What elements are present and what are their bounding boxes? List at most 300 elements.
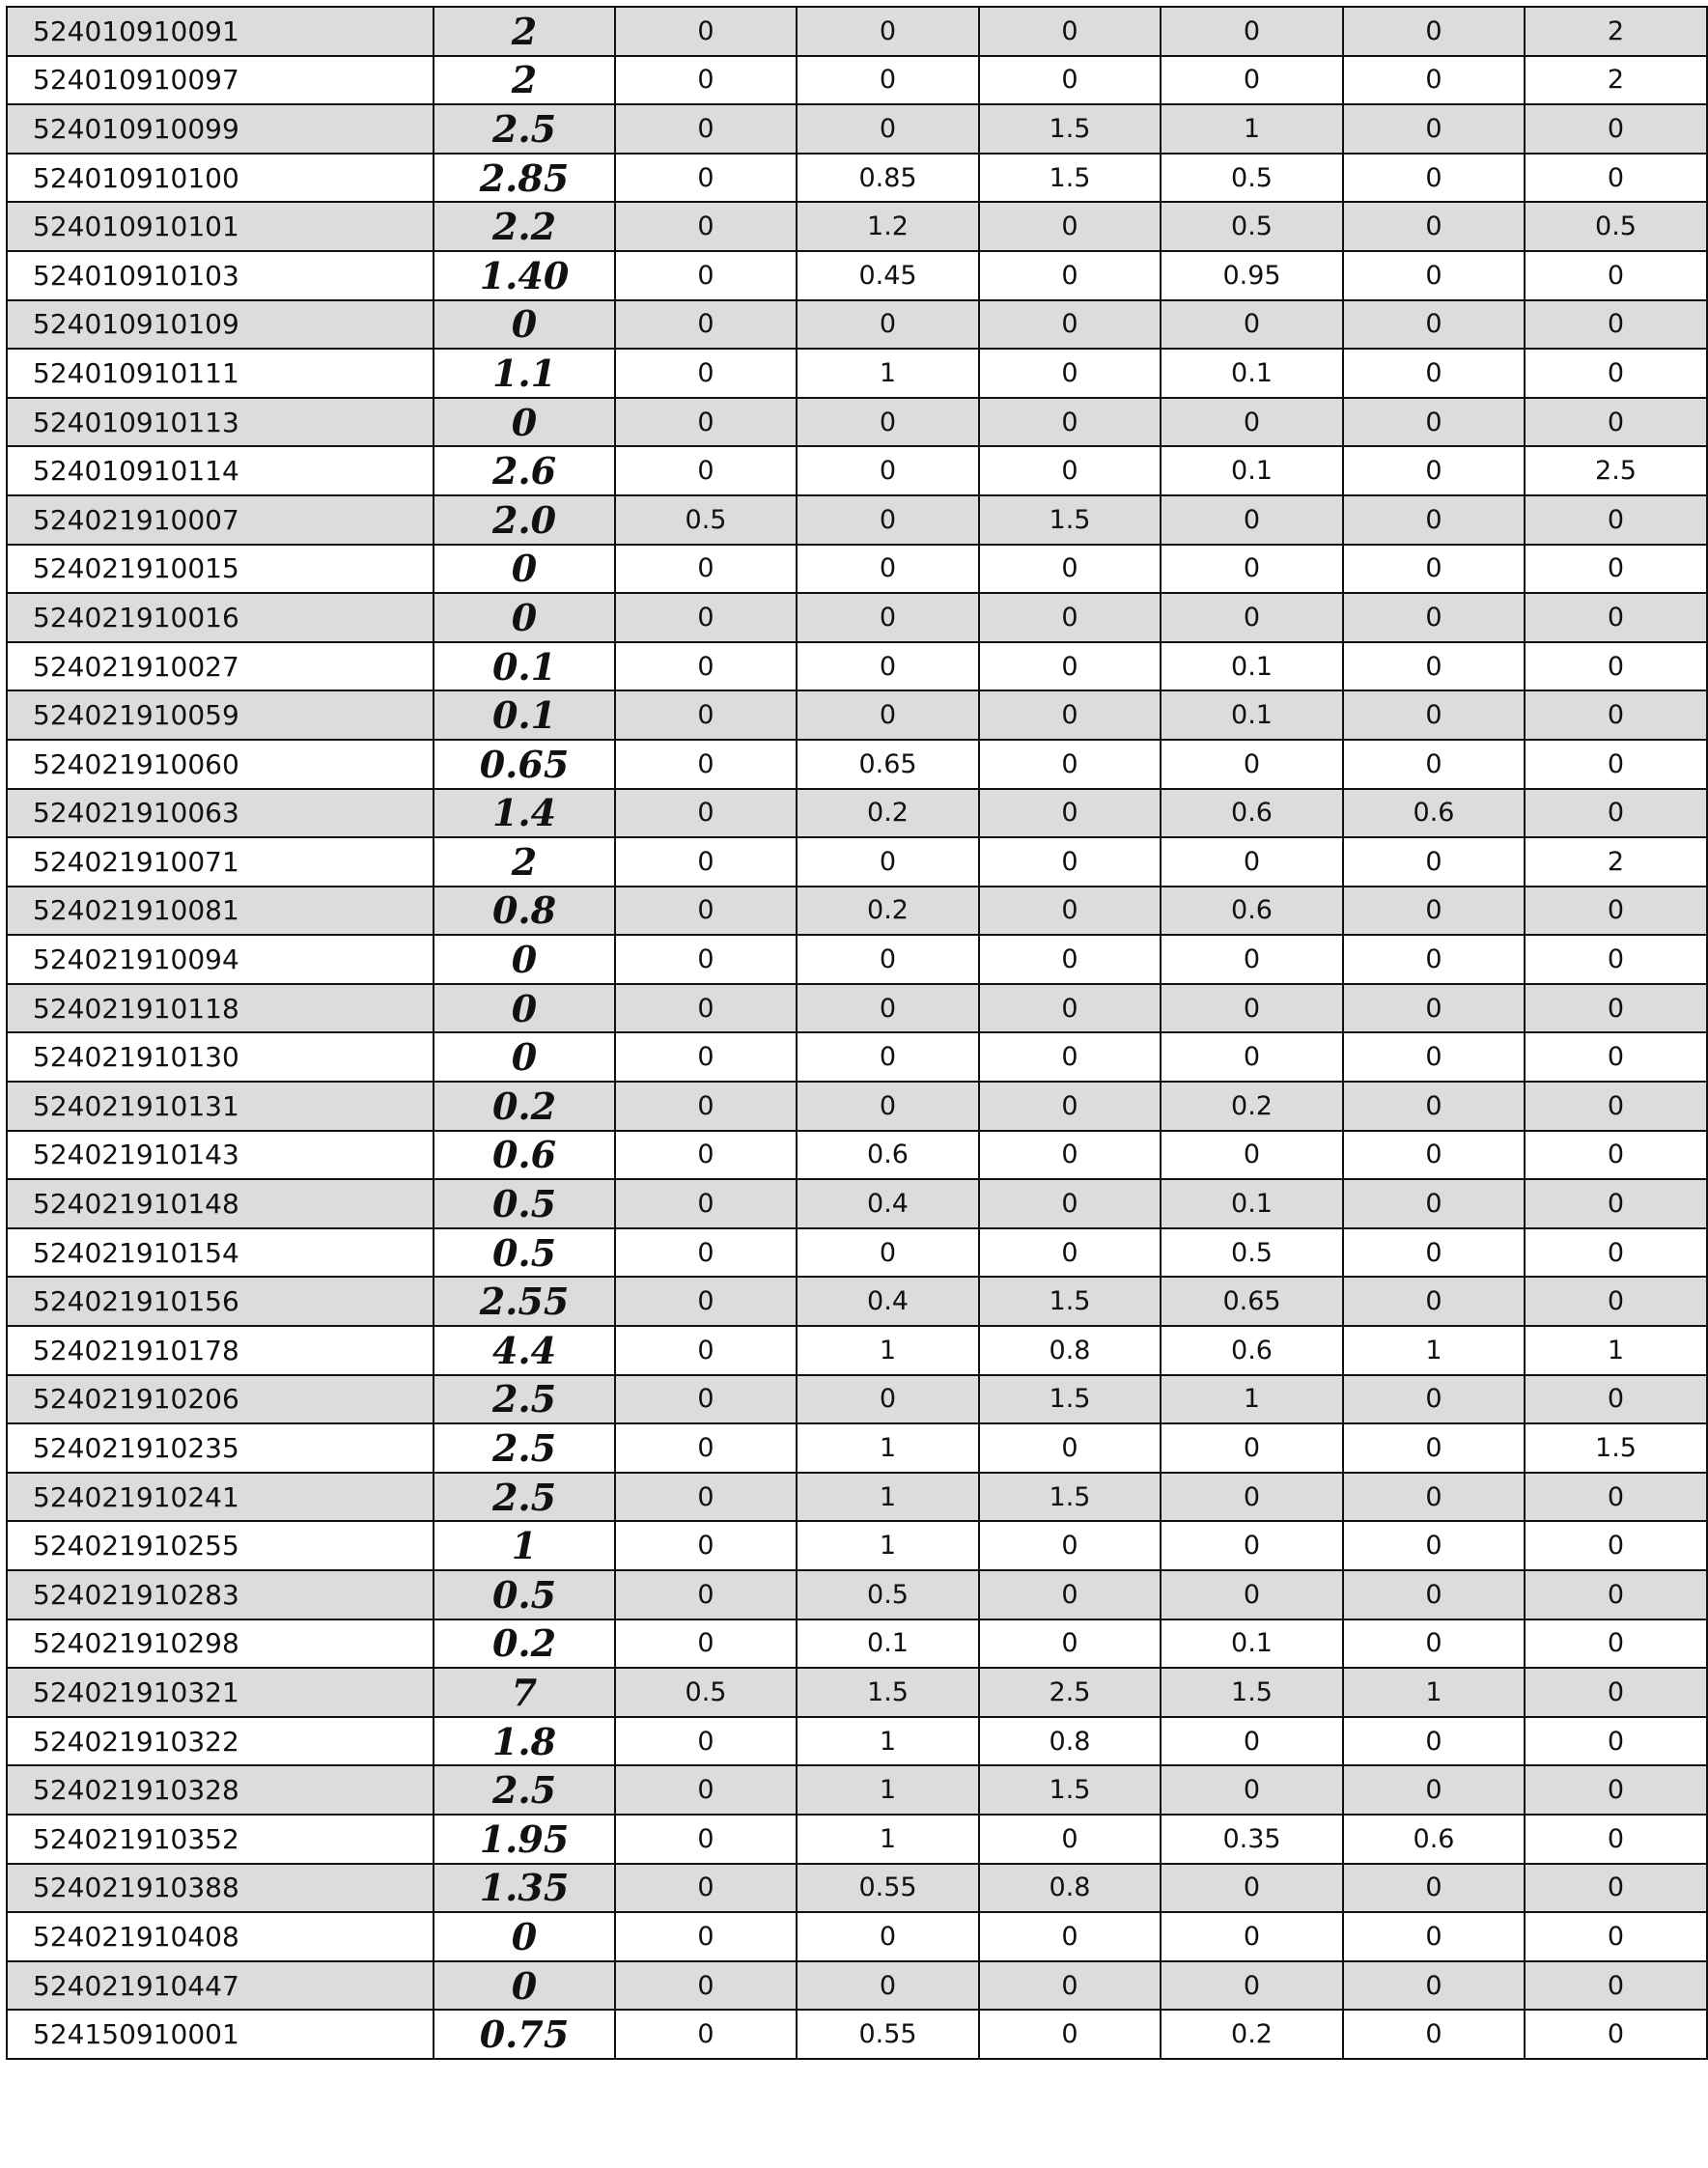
score-cell-2: 0 bbox=[797, 104, 979, 154]
score-cell-3: 1.5 bbox=[979, 104, 1161, 154]
total-score-cell: 7 bbox=[434, 1668, 615, 1717]
score-cell-2: 0 bbox=[797, 642, 979, 691]
score-cell-2: 0 bbox=[797, 545, 979, 594]
student-id-cell: 524021910148 bbox=[7, 1179, 434, 1228]
score-cell-5: 0 bbox=[1343, 7, 1525, 56]
score-cell-2: 0 bbox=[797, 1032, 979, 1082]
total-score-cell: 1 bbox=[434, 1521, 615, 1570]
table-row bbox=[7, 1326, 1707, 1375]
table-row bbox=[7, 1375, 1707, 1424]
table-row bbox=[7, 1032, 1707, 1082]
table-row bbox=[7, 1961, 1707, 2011]
score-cell-1: 0.5 bbox=[615, 1668, 797, 1717]
student-id-cell: 524021910322 bbox=[7, 1717, 434, 1766]
total-score-cell: 1.4 bbox=[434, 789, 615, 838]
student-id-cell: 524021910388 bbox=[7, 1864, 434, 1913]
score-cell-5: 0 bbox=[1343, 1179, 1525, 1228]
total-score-cell: 2.5 bbox=[434, 1765, 615, 1815]
score-cell-4: 0.1 bbox=[1161, 349, 1343, 398]
score-cell-5: 0 bbox=[1343, 202, 1525, 251]
score-cell-6: 0 bbox=[1525, 690, 1707, 740]
table-row bbox=[7, 1473, 1707, 1522]
score-cell-2: 0.2 bbox=[797, 789, 979, 838]
score-cell-4: 0 bbox=[1161, 1864, 1343, 1913]
score-cell-3: 0 bbox=[979, 984, 1161, 1033]
score-cell-1: 0 bbox=[615, 1864, 797, 1913]
score-cell-1: 0 bbox=[615, 1473, 797, 1522]
table-row bbox=[7, 7, 1707, 56]
score-cell-2: 0.55 bbox=[797, 1864, 979, 1913]
total-score-cell: 2.2 bbox=[434, 202, 615, 251]
table-row bbox=[7, 642, 1707, 691]
score-cell-1: 0 bbox=[615, 593, 797, 642]
score-cell-1: 0 bbox=[615, 1717, 797, 1766]
score-cell-2: 0 bbox=[797, 1961, 979, 2011]
score-cell-2: 1 bbox=[797, 1423, 979, 1473]
score-cell-5: 0 bbox=[1343, 1032, 1525, 1082]
score-cell-3: 0 bbox=[979, 349, 1161, 398]
student-id-cell: 524021910016 bbox=[7, 593, 434, 642]
student-id-cell: 524021910081 bbox=[7, 887, 434, 936]
student-id-cell: 524010910103 bbox=[7, 251, 434, 300]
score-cell-6: 0 bbox=[1525, 1131, 1707, 1180]
score-cell-6: 0 bbox=[1525, 1082, 1707, 1131]
score-cell-1: 0 bbox=[615, 1423, 797, 1473]
student-id-cell: 524021910328 bbox=[7, 1765, 434, 1815]
total-score-cell: 0 bbox=[434, 1032, 615, 1082]
score-cell-4: 0 bbox=[1161, 740, 1343, 789]
score-cell-3: 0 bbox=[979, 251, 1161, 300]
student-id-cell: 524021910235 bbox=[7, 1423, 434, 1473]
student-id-cell: 524010910111 bbox=[7, 349, 434, 398]
table-row bbox=[7, 935, 1707, 984]
total-score-cell: 2 bbox=[434, 837, 615, 887]
score-cell-6: 0 bbox=[1525, 300, 1707, 350]
score-cell-5: 0 bbox=[1343, 690, 1525, 740]
score-cell-3: 0 bbox=[979, 446, 1161, 495]
score-cell-5: 0 bbox=[1343, 984, 1525, 1033]
total-score-cell: 2.5 bbox=[434, 1473, 615, 1522]
score-cell-3: 1.5 bbox=[979, 1277, 1161, 1326]
total-score-cell: 2 bbox=[434, 56, 615, 105]
score-cell-2: 0 bbox=[797, 1082, 979, 1131]
score-cell-5: 0 bbox=[1343, 1277, 1525, 1326]
score-cell-4: 0 bbox=[1161, 837, 1343, 887]
score-cell-4: 0.1 bbox=[1161, 1619, 1343, 1669]
score-cell-6: 0 bbox=[1525, 398, 1707, 447]
score-cell-6: 0.5 bbox=[1525, 202, 1707, 251]
table-row bbox=[7, 690, 1707, 740]
table-row bbox=[7, 398, 1707, 447]
score-cell-4: 1 bbox=[1161, 1375, 1343, 1424]
score-cell-5: 0 bbox=[1343, 2010, 1525, 2059]
score-cell-3: 0 bbox=[979, 1228, 1161, 1278]
score-cell-4: 0 bbox=[1161, 1032, 1343, 1082]
score-cell-4: 0.65 bbox=[1161, 1277, 1343, 1326]
score-cell-6: 0 bbox=[1525, 1570, 1707, 1619]
score-cell-1: 0 bbox=[615, 690, 797, 740]
table-row bbox=[7, 1765, 1707, 1815]
table-row bbox=[7, 1864, 1707, 1913]
student-id-cell: 524021910071 bbox=[7, 837, 434, 887]
score-cell-4: 0 bbox=[1161, 935, 1343, 984]
score-cell-3: 0 bbox=[979, 300, 1161, 350]
score-cell-3: 0 bbox=[979, 1521, 1161, 1570]
score-cell-1: 0 bbox=[615, 154, 797, 203]
score-cell-4: 0.5 bbox=[1161, 202, 1343, 251]
score-cell-5: 0 bbox=[1343, 104, 1525, 154]
score-cell-6: 0 bbox=[1525, 1179, 1707, 1228]
score-cell-4: 0 bbox=[1161, 593, 1343, 642]
score-cell-3: 0 bbox=[979, 593, 1161, 642]
table-row bbox=[7, 349, 1707, 398]
table-row bbox=[7, 154, 1707, 203]
score-cell-3: 0 bbox=[979, 1961, 1161, 2011]
score-cell-6: 0 bbox=[1525, 789, 1707, 838]
student-id-cell: 524021910156 bbox=[7, 1277, 434, 1326]
score-cell-5: 0 bbox=[1343, 1423, 1525, 1473]
table-row bbox=[7, 56, 1707, 105]
score-cell-6: 0 bbox=[1525, 1668, 1707, 1717]
student-id-cell: 524021910206 bbox=[7, 1375, 434, 1424]
score-cell-6: 0 bbox=[1525, 1815, 1707, 1864]
score-cell-1: 0 bbox=[615, 398, 797, 447]
student-id-cell: 524010910109 bbox=[7, 300, 434, 350]
score-cell-4: 0.5 bbox=[1161, 154, 1343, 203]
table-row bbox=[7, 1717, 1707, 1766]
score-cell-6: 0 bbox=[1525, 1277, 1707, 1326]
score-cell-3: 0 bbox=[979, 1131, 1161, 1180]
table-row bbox=[7, 837, 1707, 887]
student-id-cell: 524021910131 bbox=[7, 1082, 434, 1131]
score-sheet bbox=[6, 6, 1637, 2060]
student-id-cell: 524021910060 bbox=[7, 740, 434, 789]
score-cell-1: 0 bbox=[615, 1521, 797, 1570]
score-cell-4: 0.95 bbox=[1161, 251, 1343, 300]
score-cell-4: 0 bbox=[1161, 1131, 1343, 1180]
score-cell-2: 0.4 bbox=[797, 1179, 979, 1228]
student-id-cell: 524021910007 bbox=[7, 495, 434, 545]
total-score-cell: 0 bbox=[434, 1961, 615, 2011]
score-cell-3: 1.5 bbox=[979, 154, 1161, 203]
score-cell-5: 0 bbox=[1343, 251, 1525, 300]
student-id-cell: 524010910100 bbox=[7, 154, 434, 203]
student-id-cell: 524021910143 bbox=[7, 1131, 434, 1180]
score-cell-4: 0 bbox=[1161, 1765, 1343, 1815]
score-cell-1: 0 bbox=[615, 1619, 797, 1669]
score-cell-2: 0 bbox=[797, 1912, 979, 1961]
score-cell-5: 0 bbox=[1343, 740, 1525, 789]
score-cell-2: 0.5 bbox=[797, 1570, 979, 1619]
total-score-cell: 0.8 bbox=[434, 887, 615, 936]
table-body bbox=[7, 7, 1707, 2059]
student-id-cell: 524021910130 bbox=[7, 1032, 434, 1082]
total-score-cell: 2.5 bbox=[434, 1375, 615, 1424]
total-score-cell: 1.8 bbox=[434, 1717, 615, 1766]
score-cell-5: 0 bbox=[1343, 1912, 1525, 1961]
score-cell-6: 0 bbox=[1525, 2010, 1707, 2059]
score-cell-5: 0 bbox=[1343, 1864, 1525, 1913]
score-cell-3: 0 bbox=[979, 642, 1161, 691]
student-id-cell: 524150910001 bbox=[7, 2010, 434, 2059]
score-cell-5: 0 bbox=[1343, 1570, 1525, 1619]
score-cell-3: 0.8 bbox=[979, 1864, 1161, 1913]
score-cell-6: 0 bbox=[1525, 154, 1707, 203]
total-score-cell: 2.55 bbox=[434, 1277, 615, 1326]
table-row bbox=[7, 446, 1707, 495]
score-cell-3: 0 bbox=[979, 740, 1161, 789]
table-row bbox=[7, 1179, 1707, 1228]
student-id-cell: 524021910094 bbox=[7, 935, 434, 984]
score-cell-5: 0 bbox=[1343, 1521, 1525, 1570]
score-cell-6: 2 bbox=[1525, 56, 1707, 105]
score-cell-1: 0 bbox=[615, 7, 797, 56]
student-id-cell: 524021910015 bbox=[7, 545, 434, 594]
total-score-cell: 1.40 bbox=[434, 251, 615, 300]
score-cell-2: 0.45 bbox=[797, 251, 979, 300]
score-cell-5: 0 bbox=[1343, 545, 1525, 594]
score-cell-4: 0.1 bbox=[1161, 690, 1343, 740]
score-cell-6: 0 bbox=[1525, 1912, 1707, 1961]
table-row bbox=[7, 984, 1707, 1033]
score-cell-1: 0 bbox=[615, 251, 797, 300]
student-id-cell: 524021910027 bbox=[7, 642, 434, 691]
student-id-cell: 524021910154 bbox=[7, 1228, 434, 1278]
score-cell-6: 0 bbox=[1525, 1717, 1707, 1766]
score-cell-2: 1 bbox=[797, 1717, 979, 1766]
score-cell-3: 0 bbox=[979, 1619, 1161, 1669]
total-score-cell: 0.1 bbox=[434, 690, 615, 740]
student-id-cell: 524021910118 bbox=[7, 984, 434, 1033]
score-cell-6: 0 bbox=[1525, 1619, 1707, 1669]
score-cell-3: 0 bbox=[979, 935, 1161, 984]
student-id-cell: 524010910101 bbox=[7, 202, 434, 251]
score-cell-4: 0 bbox=[1161, 495, 1343, 545]
score-cell-5: 0 bbox=[1343, 642, 1525, 691]
total-score-cell: 0.65 bbox=[434, 740, 615, 789]
score-cell-3: 1.5 bbox=[979, 1473, 1161, 1522]
score-cell-6: 0 bbox=[1525, 495, 1707, 545]
score-cell-5: 0 bbox=[1343, 1082, 1525, 1131]
score-cell-6: 2.5 bbox=[1525, 446, 1707, 495]
total-score-cell: 0.1 bbox=[434, 642, 615, 691]
score-cell-2: 0 bbox=[797, 593, 979, 642]
score-cell-3: 0 bbox=[979, 1570, 1161, 1619]
table-row bbox=[7, 593, 1707, 642]
score-cell-1: 0 bbox=[615, 1375, 797, 1424]
table-row bbox=[7, 1521, 1707, 1570]
score-cell-6: 0 bbox=[1525, 1473, 1707, 1522]
score-cell-2: 0 bbox=[797, 984, 979, 1033]
score-cell-3: 0 bbox=[979, 1815, 1161, 1864]
score-cell-2: 0.4 bbox=[797, 1277, 979, 1326]
total-score-cell: 0.5 bbox=[434, 1179, 615, 1228]
total-score-cell: 2.0 bbox=[434, 495, 615, 545]
score-cell-5: 0 bbox=[1343, 1619, 1525, 1669]
student-id-cell: 524021910059 bbox=[7, 690, 434, 740]
score-cell-4: 0 bbox=[1161, 56, 1343, 105]
score-cell-5: 0 bbox=[1343, 1717, 1525, 1766]
table-row bbox=[7, 1570, 1707, 1619]
score-cell-4: 0 bbox=[1161, 398, 1343, 447]
score-cell-4: 0 bbox=[1161, 1961, 1343, 2011]
score-cell-1: 0 bbox=[615, 837, 797, 887]
score-cell-1: 0 bbox=[615, 1082, 797, 1131]
score-cell-4: 0 bbox=[1161, 1521, 1343, 1570]
score-cell-6: 0 bbox=[1525, 1864, 1707, 1913]
score-cell-6: 0 bbox=[1525, 1521, 1707, 1570]
score-cell-5: 0 bbox=[1343, 495, 1525, 545]
total-score-cell: 0.5 bbox=[434, 1228, 615, 1278]
score-cell-1: 0 bbox=[615, 446, 797, 495]
total-score-cell: 0.5 bbox=[434, 1570, 615, 1619]
score-cell-5: 0 bbox=[1343, 300, 1525, 350]
score-cell-3: 2.5 bbox=[979, 1668, 1161, 1717]
score-cell-6: 0 bbox=[1525, 545, 1707, 594]
table-row bbox=[7, 1912, 1707, 1961]
score-cell-2: 0 bbox=[797, 7, 979, 56]
score-cell-6: 0 bbox=[1525, 349, 1707, 398]
total-score-cell: 0 bbox=[434, 984, 615, 1033]
score-cell-5: 0 bbox=[1343, 1473, 1525, 1522]
score-cell-2: 0.2 bbox=[797, 887, 979, 936]
student-id-cell: 524021910321 bbox=[7, 1668, 434, 1717]
score-cell-3: 0 bbox=[979, 56, 1161, 105]
table-row bbox=[7, 887, 1707, 936]
total-score-cell: 4.4 bbox=[434, 1326, 615, 1375]
score-cell-2: 0 bbox=[797, 1375, 979, 1424]
score-cell-5: 0 bbox=[1343, 1375, 1525, 1424]
score-cell-4: 0.6 bbox=[1161, 887, 1343, 936]
total-score-cell: 1.95 bbox=[434, 1815, 615, 1864]
score-cell-3: 0.8 bbox=[979, 1717, 1161, 1766]
total-score-cell: 0.2 bbox=[434, 1082, 615, 1131]
score-cell-2: 0 bbox=[797, 495, 979, 545]
score-cell-6: 0 bbox=[1525, 1228, 1707, 1278]
table-row bbox=[7, 1815, 1707, 1864]
total-score-cell: 2.5 bbox=[434, 1423, 615, 1473]
student-id-cell: 524010910113 bbox=[7, 398, 434, 447]
score-cell-6: 0 bbox=[1525, 1032, 1707, 1082]
score-cell-4: 0.6 bbox=[1161, 789, 1343, 838]
score-cell-5: 0 bbox=[1343, 1228, 1525, 1278]
total-score-cell: 0 bbox=[434, 300, 615, 350]
student-id-cell: 524021910408 bbox=[7, 1912, 434, 1961]
student-id-cell: 524010910097 bbox=[7, 56, 434, 105]
score-cell-5: 0 bbox=[1343, 446, 1525, 495]
total-score-cell: 0 bbox=[434, 398, 615, 447]
score-cell-3: 0 bbox=[979, 398, 1161, 447]
score-cell-1: 0 bbox=[615, 1961, 797, 2011]
score-cell-4: 0 bbox=[1161, 7, 1343, 56]
table-row bbox=[7, 104, 1707, 154]
score-cell-6: 0 bbox=[1525, 1375, 1707, 1424]
score-cell-4: 0 bbox=[1161, 984, 1343, 1033]
table-row bbox=[7, 1082, 1707, 1131]
score-cell-5: 0 bbox=[1343, 154, 1525, 203]
score-cell-5: 0 bbox=[1343, 1765, 1525, 1815]
table-row bbox=[7, 495, 1707, 545]
total-score-cell: 0 bbox=[434, 545, 615, 594]
score-cell-3: 0 bbox=[979, 789, 1161, 838]
score-cell-3: 0 bbox=[979, 837, 1161, 887]
score-cell-1: 0 bbox=[615, 2010, 797, 2059]
score-cell-6: 0 bbox=[1525, 251, 1707, 300]
table-row bbox=[7, 789, 1707, 838]
table-row bbox=[7, 2010, 1707, 2059]
score-cell-5: 0 bbox=[1343, 1961, 1525, 2011]
score-cell-3: 0 bbox=[979, 202, 1161, 251]
total-score-cell: 2 bbox=[434, 7, 615, 56]
score-cell-1: 0 bbox=[615, 740, 797, 789]
score-cell-4: 0 bbox=[1161, 300, 1343, 350]
score-cell-6: 0 bbox=[1525, 984, 1707, 1033]
score-cell-5: 0 bbox=[1343, 837, 1525, 887]
total-score-cell: 0.2 bbox=[434, 1619, 615, 1669]
score-cell-4: 0.1 bbox=[1161, 642, 1343, 691]
table-row bbox=[7, 1619, 1707, 1669]
score-cell-6: 0 bbox=[1525, 935, 1707, 984]
student-id-cell: 524021910298 bbox=[7, 1619, 434, 1669]
score-cell-1: 0 bbox=[615, 1570, 797, 1619]
total-score-cell: 2.5 bbox=[434, 104, 615, 154]
score-cell-3: 1.5 bbox=[979, 1765, 1161, 1815]
score-cell-2: 1 bbox=[797, 349, 979, 398]
score-cell-2: 0 bbox=[797, 56, 979, 105]
student-id-cell: 524010910114 bbox=[7, 446, 434, 495]
score-cell-6: 1.5 bbox=[1525, 1423, 1707, 1473]
score-cell-4: 0.5 bbox=[1161, 1228, 1343, 1278]
score-cell-1: 0.5 bbox=[615, 495, 797, 545]
score-cell-2: 0 bbox=[797, 690, 979, 740]
score-cell-6: 0 bbox=[1525, 740, 1707, 789]
score-cell-6: 1 bbox=[1525, 1326, 1707, 1375]
score-cell-6: 0 bbox=[1525, 642, 1707, 691]
score-cell-2: 0.55 bbox=[797, 2010, 979, 2059]
score-cell-2: 1.2 bbox=[797, 202, 979, 251]
score-cell-4: 1.5 bbox=[1161, 1668, 1343, 1717]
score-cell-3: 1.5 bbox=[979, 495, 1161, 545]
score-cell-5: 0 bbox=[1343, 1131, 1525, 1180]
score-cell-1: 0 bbox=[615, 349, 797, 398]
score-cell-3: 0 bbox=[979, 7, 1161, 56]
score-cell-2: 1 bbox=[797, 1473, 979, 1522]
score-cell-4: 0.35 bbox=[1161, 1815, 1343, 1864]
score-cell-5: 0.6 bbox=[1343, 789, 1525, 838]
score-cell-2: 0 bbox=[797, 446, 979, 495]
table-row bbox=[7, 545, 1707, 594]
score-cell-1: 0 bbox=[615, 984, 797, 1033]
student-id-cell: 524021910283 bbox=[7, 1570, 434, 1619]
score-cell-2: 1 bbox=[797, 1326, 979, 1375]
student-id-cell: 524021910352 bbox=[7, 1815, 434, 1864]
total-score-cell: 0.75 bbox=[434, 2010, 615, 2059]
score-cell-1: 0 bbox=[615, 1277, 797, 1326]
score-cell-1: 0 bbox=[615, 1912, 797, 1961]
score-cell-6: 0 bbox=[1525, 593, 1707, 642]
score-cell-3: 0 bbox=[979, 1179, 1161, 1228]
score-cell-2: 0 bbox=[797, 837, 979, 887]
score-cell-4: 0 bbox=[1161, 1912, 1343, 1961]
score-cell-2: 0 bbox=[797, 1228, 979, 1278]
score-cell-3: 0 bbox=[979, 887, 1161, 936]
score-cell-3: 0 bbox=[979, 545, 1161, 594]
score-cell-5: 0 bbox=[1343, 349, 1525, 398]
score-cell-2: 0.65 bbox=[797, 740, 979, 789]
score-cell-2: 1 bbox=[797, 1765, 979, 1815]
total-score-cell: 0.6 bbox=[434, 1131, 615, 1180]
score-cell-1: 0 bbox=[615, 1228, 797, 1278]
